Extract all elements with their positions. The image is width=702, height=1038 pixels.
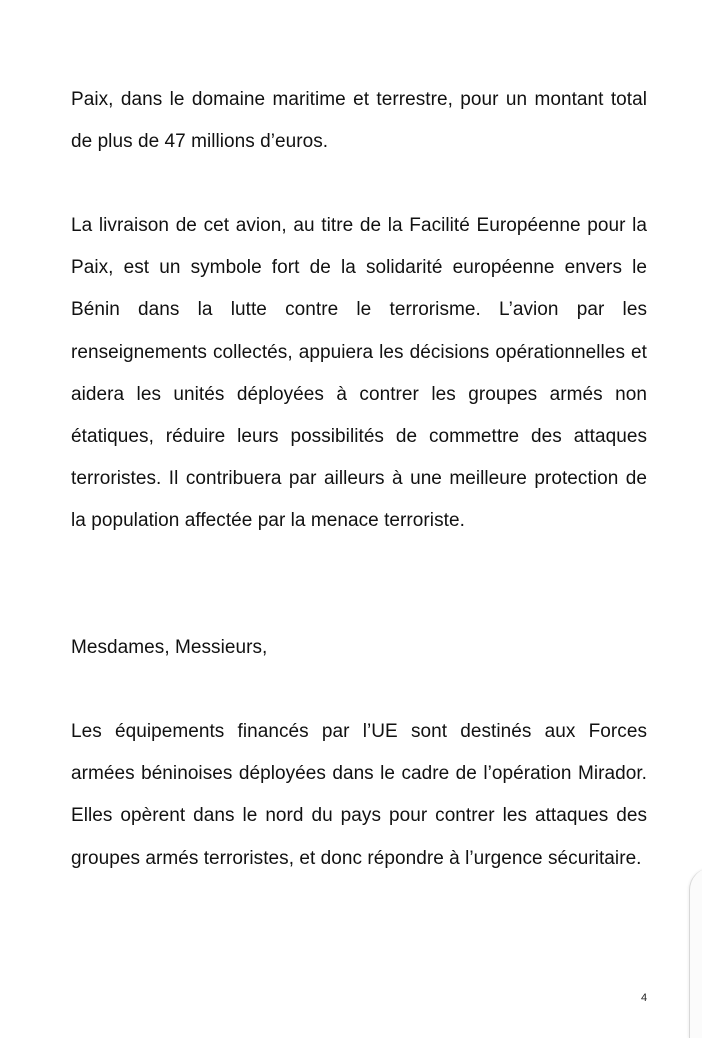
paragraph-salutation: Mesdames, Messieurs, [71, 637, 268, 658]
page-edge-curl [689, 868, 702, 1038]
paragraph-aircraft-delivery: La livraison de cet avion, au titre de la Facilité Européenne pour la Paix, est un symbole fort de la solidarité européenne envers le Bénin dans la lutte contre le terrorisme. L’avion par les renseignements collectés, appuiera les décisions opérationnelles et aidera les unités déployées à contrer les groupes armés non étatiques, réduire leurs possibilités de commettre des attaques terroristes. Il contribuera par ailleurs à une meilleure protection de la population affectée par la menace terroriste. [71, 215, 647, 532]
paragraph-funding-total: Paix, dans le domaine maritime et terrestre, pour un montant total de plus de 47 millions d’euros. [71, 89, 647, 153]
page-number: 4 [641, 992, 648, 1004]
paragraph-equipment-purpose: Les équipements financés par l’UE sont destinés aux Forces armées béninoises déployées dans le cadre de l’opération Mirador. Elles opèrent dans le nord du pays pour contrer les attaques des groupes armés terroristes, et donc répondre à l’urgence sécuritaire. [71, 721, 647, 869]
